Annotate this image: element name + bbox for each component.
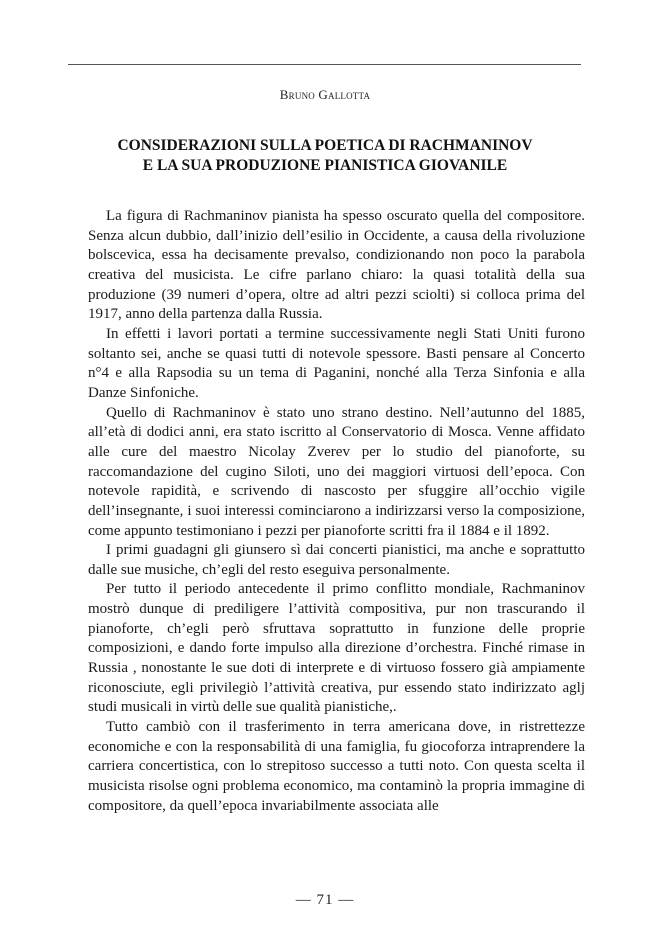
page-number: — 71 — — [295, 892, 355, 908]
body-text — [88, 207, 585, 816]
paragraph: In effetti i lavori portati a termine successivamente negli Stati Uniti furono soltanto sei, anche se quasi tutti di notevole spessore. Basti pensare al Concerto n°4 e alla Rapsodia su un tema di Paganini, nonché alla Terza Sinfonia e alla Danze Sinfoniche. — [88, 325, 585, 401]
paragraph: I primi guadagni gli giunsero sì dai concerti pianistici, ma anche e soprattutto dalle sue musiche, ch’egli del resto eseguiva personalmente. — [88, 542, 585, 578]
paragraph: Quello di Rachmaninov è stato uno strano destino. Nell’autunno del 1885, all’età di dodici anni, era stato iscritto al Conservatorio di Mosca. Venne affidato alle cure del maestro Nicolay Zverev per lo studio del pianoforte, su raccomandazione del cugino Siloti, uno dei maggiori virtuosi dell’epoca. Con notevole rapidità, e scrivendo di nascosto per sfuggire all’occhio vigile dell’insegnante, i suoi interessi cominciarono a indirizzarsi verso la composizione, come appunto testimoniano i pezzi per pianoforte scritti fra il 1884 e il 1892. — [88, 404, 585, 539]
paragraph: Per tutto il periodo antecedente il primo conflitto mondiale, Rachmaninov mostrò dunque di prediligere l’attività compositiva, pur non trascurando il pianoforte, ch’egli però sfruttava soprattutto in funzione delle proprie composizioni, e dando forte impulso alla direzione d’orchestra. Finché rimase in Russia , nonostante le sue doti di interprete e di virtuoso fossero già ampiamente riconosciute, egli privilegiò l’attività creativa, pur essendo stato indirizzato aglj studi musicali in virtù delle sue qualità pianistiche,. — [88, 581, 585, 716]
article-title-line-1: CONSIDERAZIONI SULLA POETICA DI RACHMANINOV — [117, 137, 533, 154]
header-rule — [68, 64, 581, 65]
running-head-author: Bruno Gallotta — [279, 87, 371, 102]
article-title-line-2: E LA SUA PRODUZIONE PIANISTICA GIOVANILE — [142, 157, 508, 174]
article-title — [0, 136, 650, 176]
paragraph: Tutto cambiò con il trasferimento in terra americana dove, in ristrettezze economiche e con la responsabilità di una famiglia, fu giocoforza intraprendere la carriera concertistica, con lo strepitoso successo a tutti noto. Con questa scelta il musicista risolse ogni problema economico, ma contaminò la propria immagine di compositore, da quell’epoca invariabilmente associata alle — [88, 719, 585, 814]
paragraph: La figura di Rachmaninov pianista ha spesso oscurato quella del compositore. Senza alcun dubbio, dall’inizio dell’esilio in Occidente, a causa della rivoluzione bolscevica, essa ha decisamente prevalso, condizionando non poco la parabola creativa del musicista. Le cifre parlano chiaro: la quasi totalità della sua produzione (39 numeri d’opera, oltre ad altri pezzi sciolti) si colloca prima del 1917, anno della partenza dalla Russia. — [88, 208, 585, 323]
